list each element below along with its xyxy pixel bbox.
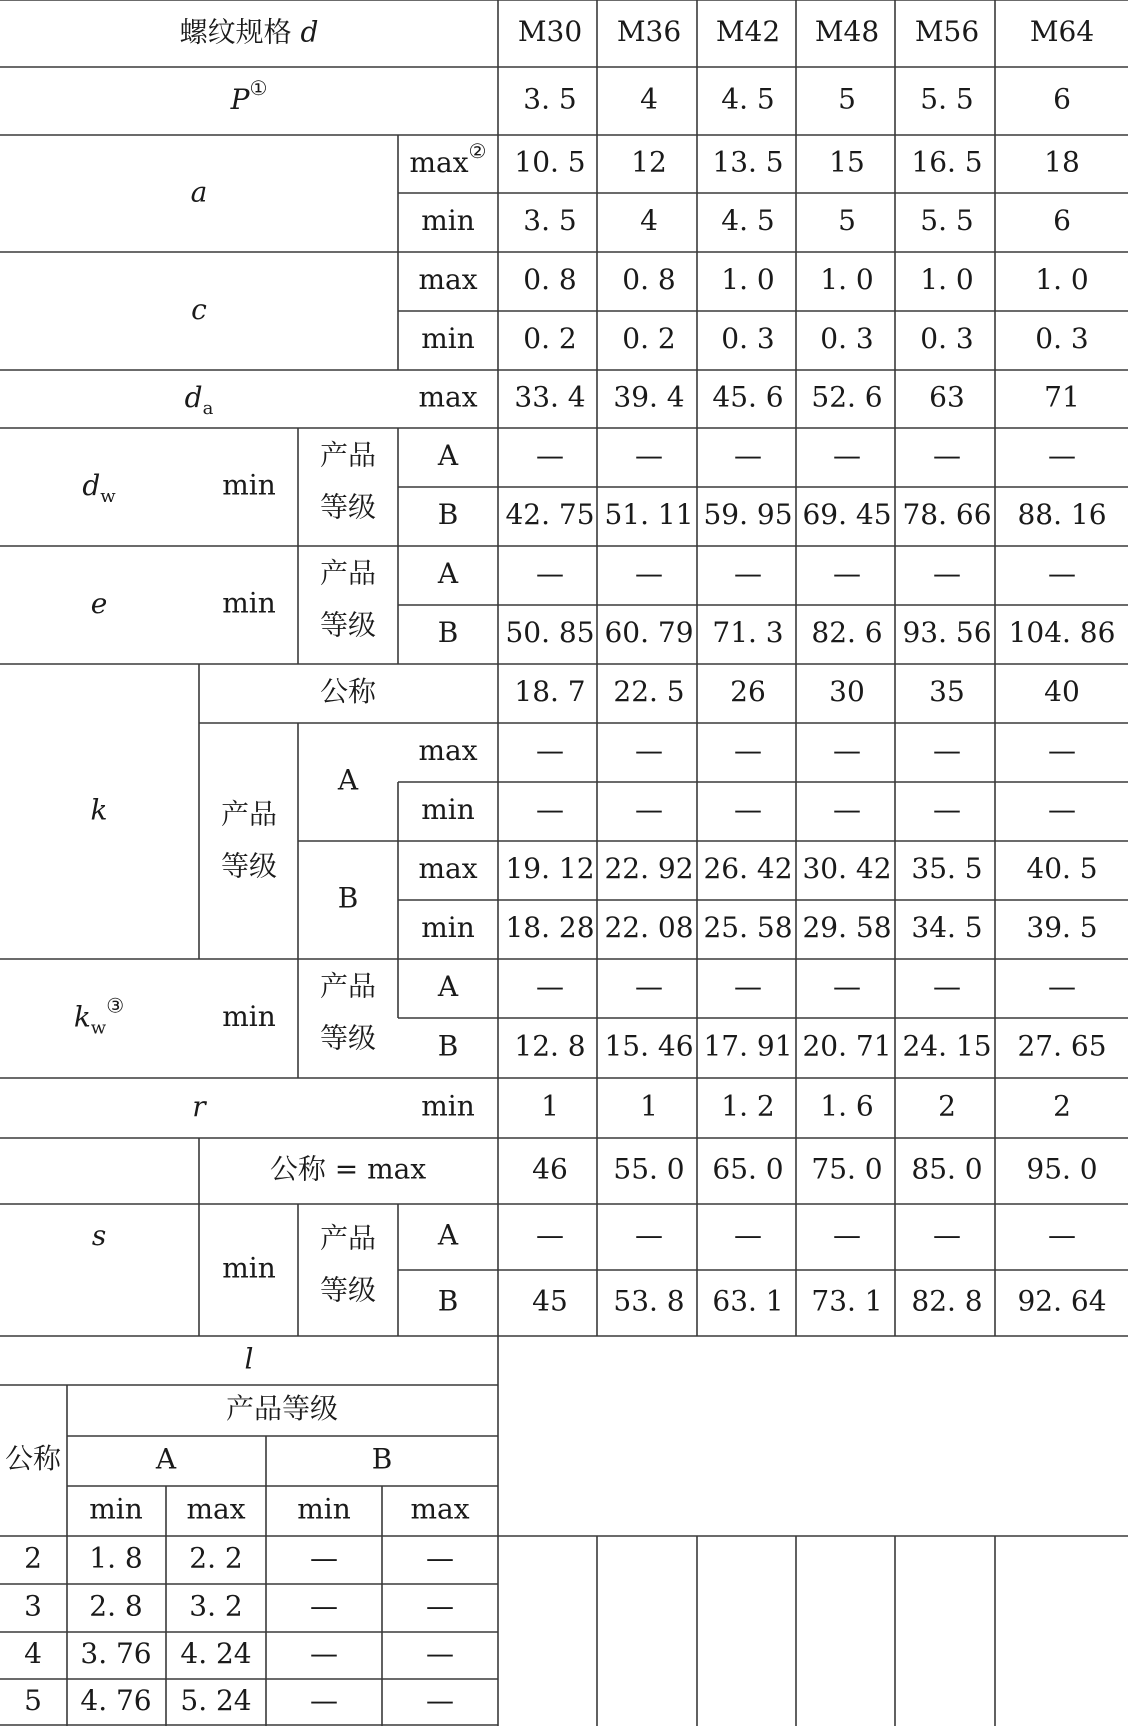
l-row-b-max: — — [426, 1684, 454, 1717]
l-row-b-min: — — [310, 1637, 338, 1670]
a-label-letter: a — [190, 175, 208, 208]
kw-a-4: — — [933, 970, 961, 1003]
da-max-1: 39. 4 — [613, 380, 685, 414]
pitch-label-note: ① — [249, 75, 268, 100]
e-a-2: — — [734, 557, 762, 590]
a-min-1: 4 — [640, 204, 658, 237]
table-cells — [5, 15, 1115, 1717]
dw-a-0: — — [536, 439, 564, 472]
e-label — [91, 587, 108, 620]
size-header-0: M30 — [517, 15, 583, 48]
c-label-letter: c — [191, 292, 207, 326]
a-label — [191, 175, 208, 208]
da-max-5: 71 — [1044, 380, 1080, 414]
a-max-0: 10. 5 — [514, 145, 586, 179]
s-grade-2: 等级 — [319, 1273, 377, 1307]
e-a-0: — — [536, 557, 564, 590]
c-max-label: max — [418, 263, 478, 296]
k-nominal-label: 公称 — [319, 675, 377, 708]
dw-b-0: 42. 75 — [505, 498, 595, 531]
k-a-min-label: min — [421, 793, 475, 826]
s-label — [92, 1219, 106, 1252]
s-nominal-label: 公称 = max — [269, 1152, 427, 1186]
l-row-a-max: 3. 2 — [189, 1589, 243, 1623]
k-a-max-0: — — [536, 734, 564, 767]
l-row-b-max: — — [426, 1637, 454, 1670]
l-row-a-min: 3. 76 — [80, 1637, 152, 1670]
e-b-0: 50. 85 — [505, 616, 595, 649]
dw-a-5: — — [1048, 439, 1076, 472]
kw-grade-1: 产品 — [319, 969, 377, 1003]
pitch-label — [230, 76, 268, 116]
l-row-b-max: — — [426, 1589, 454, 1623]
da-max-4: 63 — [929, 380, 965, 414]
r-label-letter: r — [192, 1089, 206, 1123]
k-nominal-3: 30 — [829, 675, 865, 708]
k-grade-a: A — [337, 763, 359, 797]
c-min-3: 0. 3 — [820, 322, 874, 355]
k-b-min-3: 29. 58 — [802, 911, 892, 944]
e-label-letter: e — [90, 586, 108, 620]
r-min-label: min — [421, 1089, 475, 1123]
dw-grade-2: 等级 — [319, 490, 377, 524]
k-a-max-5: — — [1048, 734, 1076, 767]
dw-grade-1: 产品 — [319, 438, 377, 472]
a-min-0: 3. 5 — [523, 204, 577, 237]
r-min-5: 2 — [1053, 1089, 1071, 1123]
e-grade-a: A — [437, 557, 459, 590]
dw-b-2: 59. 95 — [703, 498, 793, 531]
a-max-4: 16. 5 — [911, 145, 983, 179]
a-max-note: ② — [468, 138, 487, 163]
s-min-label: min — [222, 1251, 276, 1285]
s-b-3: 73. 1 — [811, 1284, 883, 1318]
pitch-value-5: 6 — [1053, 82, 1071, 116]
k-a-min-1: — — [635, 793, 663, 826]
r-min-3: 1. 6 — [820, 1089, 874, 1123]
l-row-nominal: 4 — [24, 1637, 42, 1670]
l-row-nominal: 3 — [24, 1589, 42, 1623]
kw-grade-2: 等级 — [319, 1021, 377, 1055]
k-a-max-2: — — [734, 734, 762, 767]
k-label — [91, 793, 108, 826]
dw-label — [82, 469, 116, 508]
da-label-subscript: a — [202, 398, 214, 419]
l-row-nominal: 2 — [24, 1541, 42, 1575]
c-label — [191, 293, 207, 326]
s-nominal-1: 55. 0 — [613, 1152, 685, 1186]
l-label — [245, 1342, 254, 1375]
size-header-5: M64 — [1029, 15, 1095, 48]
a-min-4: 5. 5 — [920, 204, 974, 237]
e-b-3: 82. 6 — [811, 616, 883, 649]
s-nominal-5: 95. 0 — [1026, 1152, 1098, 1186]
pitch-value-2: 4. 5 — [721, 82, 775, 116]
kw-grade-b: B — [437, 1029, 459, 1063]
kw-label-letter: k — [73, 1000, 91, 1033]
r-min-4: 2 — [938, 1089, 956, 1123]
l-row-b-min: — — [310, 1589, 338, 1623]
pitch-value-3: 5 — [838, 82, 856, 116]
s-grade-b: B — [437, 1284, 459, 1318]
da-max-0: 33. 4 — [514, 380, 586, 414]
k-b-min-0: 18. 28 — [505, 911, 595, 944]
kw-a-5: — — [1048, 970, 1076, 1003]
header-thread-spec-label: 螺纹规格 — [179, 15, 301, 48]
e-grade-2: 等级 — [319, 608, 377, 642]
r-min-0: 1 — [541, 1089, 559, 1123]
s-a-3: — — [833, 1218, 861, 1252]
l-nominal-label: 公称 — [4, 1442, 62, 1475]
e-min-label: min — [222, 586, 276, 620]
kw-b-2: 17. 91 — [703, 1029, 793, 1063]
s-b-2: 63. 1 — [712, 1284, 784, 1318]
dw-label-subscript: w — [100, 486, 116, 507]
s-b-1: 53. 8 — [613, 1284, 685, 1318]
kw-label-note: ③ — [106, 993, 125, 1017]
a-min-5: 6 — [1053, 204, 1071, 237]
l-row-b-min: — — [310, 1541, 338, 1575]
dw-b-4: 78. 66 — [902, 498, 992, 531]
c-min-0: 0. 2 — [523, 322, 577, 355]
k-a-min-0: — — [536, 793, 564, 826]
k-b-min-1: 22. 08 — [604, 911, 694, 944]
kw-a-1: — — [635, 970, 663, 1003]
r-min-2: 1. 2 — [721, 1089, 775, 1123]
s-a-2: — — [734, 1218, 762, 1252]
a-max-label — [410, 139, 487, 179]
s-a-1: — — [635, 1218, 663, 1252]
s-grade-a: A — [437, 1218, 459, 1252]
k-a-min-4: — — [933, 793, 961, 826]
l-b-max-label: max — [410, 1492, 470, 1526]
k-a-max-1: — — [635, 734, 663, 767]
size-header-1: M36 — [616, 15, 682, 48]
kw-grade-a: A — [437, 970, 459, 1003]
l-row-nominal: 5 — [24, 1684, 42, 1717]
k-b-max-4: 35. 5 — [911, 852, 983, 885]
kw-b-0: 12. 8 — [514, 1029, 586, 1063]
s-a-0: — — [536, 1218, 564, 1252]
s-a-4: — — [933, 1218, 961, 1252]
k-a-max-3: — — [833, 734, 861, 767]
dw-b-1: 51. 11 — [604, 498, 694, 531]
c-max-0: 0. 8 — [523, 263, 577, 296]
k-nominal-0: 18. 7 — [514, 675, 586, 708]
c-max-5: 1. 0 — [1035, 263, 1089, 296]
l-row-a-max: 4. 24 — [180, 1637, 252, 1670]
a-max-2: 13. 5 — [712, 145, 784, 179]
dw-b-5: 88. 16 — [1017, 498, 1107, 531]
k-grade-1: 产品 — [220, 797, 278, 831]
l-row-b-min: — — [310, 1684, 338, 1717]
dw-grade-b: B — [437, 498, 459, 531]
kw-b-4: 24. 15 — [902, 1029, 992, 1063]
e-b-4: 93. 56 — [902, 616, 992, 649]
da-max-2: 45. 6 — [712, 380, 784, 414]
a-max-5: 18 — [1044, 145, 1080, 179]
kw-b-3: 20. 71 — [802, 1029, 892, 1063]
c-min-1: 0. 2 — [622, 322, 676, 355]
k-b-max-1: 22. 92 — [604, 852, 694, 885]
c-min-4: 0. 3 — [920, 322, 974, 355]
a-max-1: 12 — [631, 145, 667, 179]
dw-b-3: 69. 45 — [802, 498, 892, 531]
k-b-min-4: 34. 5 — [911, 911, 983, 944]
k-b-max-5: 40. 5 — [1026, 852, 1098, 885]
k-nominal-1: 22. 5 — [613, 675, 685, 708]
e-grade-b: B — [437, 616, 459, 649]
e-a-5: — — [1048, 557, 1076, 590]
pitch-value-4: 5. 5 — [920, 82, 974, 116]
dw-grade-a: A — [437, 439, 459, 472]
k-nominal-4: 35 — [929, 675, 965, 708]
kw-b-5: 27. 65 — [1017, 1029, 1107, 1063]
l-grade-b: B — [371, 1442, 393, 1476]
a-max-text: max — [409, 145, 469, 179]
c-max-3: 1. 0 — [820, 263, 874, 296]
k-b-min-5: 39. 5 — [1026, 911, 1098, 944]
k-a-min-3: — — [833, 793, 861, 826]
e-a-3: — — [833, 557, 861, 590]
c-max-2: 1. 0 — [721, 263, 775, 296]
dw-a-4: — — [933, 439, 961, 472]
dw-min-label: min — [222, 468, 276, 502]
a-max-3: 15 — [829, 145, 865, 179]
da-max-3: 52. 6 — [811, 380, 883, 414]
a-min-label: min — [421, 204, 475, 237]
pitch-value-1: 4 — [640, 82, 658, 116]
header-thread-spec — [180, 15, 319, 48]
c-max-4: 1. 0 — [920, 263, 974, 296]
da-max-label: max — [418, 380, 478, 414]
kw-b-1: 15. 46 — [604, 1029, 694, 1063]
k-nominal-5: 40 — [1044, 675, 1080, 708]
dw-a-2: — — [734, 439, 762, 472]
kw-a-2: — — [734, 970, 762, 1003]
e-b-2: 71. 3 — [712, 616, 784, 649]
s-grade-1: 产品 — [319, 1221, 377, 1255]
e-a-1: — — [635, 557, 663, 590]
kw-a-3: — — [833, 970, 861, 1003]
kw-label — [74, 993, 124, 1039]
l-b-min-label: min — [297, 1492, 351, 1526]
s-nominal-2: 65. 0 — [712, 1152, 784, 1186]
s-b-5: 92. 64 — [1017, 1284, 1107, 1318]
k-a-max-label: max — [418, 734, 478, 767]
k-a-min-2: — — [734, 793, 762, 826]
r-min-1: 1 — [640, 1089, 658, 1123]
c-max-1: 0. 8 — [622, 263, 676, 296]
a-min-2: 4. 5 — [721, 204, 775, 237]
l-row-a-max: 2. 2 — [189, 1541, 243, 1575]
k-nominal-2: 26 — [730, 675, 766, 708]
header-thread-spec-symbol: d — [300, 15, 319, 48]
c-min-2: 0. 3 — [721, 322, 775, 355]
e-b-1: 60. 79 — [604, 616, 694, 649]
k-b-max-0: 19. 12 — [505, 852, 595, 885]
s-label-letter: s — [91, 1218, 107, 1252]
c-min-5: 0. 3 — [1035, 322, 1089, 355]
e-b-5: 104. 86 — [1008, 616, 1116, 649]
r-label — [192, 1090, 207, 1123]
l-grade-a: A — [155, 1442, 177, 1476]
da-label-letter: d — [184, 380, 203, 414]
size-header-2: M42 — [715, 15, 781, 48]
c-min-label: min — [421, 322, 475, 355]
pitch-label-letter: P — [230, 82, 250, 116]
e-a-4: — — [933, 557, 961, 590]
k-b-min-2: 25. 58 — [703, 911, 793, 944]
s-nominal-3: 75. 0 — [811, 1152, 883, 1186]
l-row-a-min: 1. 8 — [89, 1541, 143, 1575]
l-row-a-max: 5. 24 — [180, 1684, 252, 1717]
l-row-b-max: — — [426, 1541, 454, 1575]
kw-min-label: min — [222, 1000, 276, 1033]
k-a-max-4: — — [933, 734, 961, 767]
l-grade-label: 产品等级 — [225, 1392, 339, 1425]
k-b-max-3: 30. 42 — [802, 852, 892, 885]
s-b-0: 45 — [532, 1284, 568, 1318]
k-a-min-5: — — [1048, 793, 1076, 826]
dw-label-letter: d — [82, 468, 101, 502]
s-a-5: — — [1048, 1218, 1076, 1252]
s-b-4: 82. 8 — [911, 1284, 983, 1318]
da-label — [185, 381, 214, 420]
pitch-value-0: 3. 5 — [523, 82, 577, 116]
k-label-letter: k — [90, 793, 108, 826]
kw-a-0: — — [536, 970, 564, 1003]
k-b-max-2: 26. 42 — [703, 852, 793, 885]
l-a-min-label: min — [89, 1492, 143, 1526]
l-row-a-min: 2. 8 — [89, 1589, 143, 1623]
e-grade-1: 产品 — [319, 556, 377, 590]
kw-label-subscript: w — [90, 1017, 107, 1039]
l-label-letter: l — [244, 1342, 254, 1375]
k-grade-2: 等级 — [220, 849, 278, 883]
k-b-min-label: min — [421, 911, 475, 944]
k-b-max-label: max — [418, 852, 478, 885]
k-grade-b: B — [337, 881, 359, 915]
s-nominal-0: 46 — [532, 1152, 568, 1186]
s-nominal-4: 85. 0 — [911, 1152, 983, 1186]
l-a-max-label: max — [186, 1492, 246, 1526]
dw-a-1: — — [635, 439, 663, 472]
size-header-3: M48 — [814, 15, 880, 48]
a-min-3: 5 — [838, 204, 856, 237]
l-row-a-min: 4. 76 — [80, 1684, 152, 1717]
size-header-4: M56 — [914, 15, 980, 48]
dw-a-3: — — [833, 439, 861, 472]
